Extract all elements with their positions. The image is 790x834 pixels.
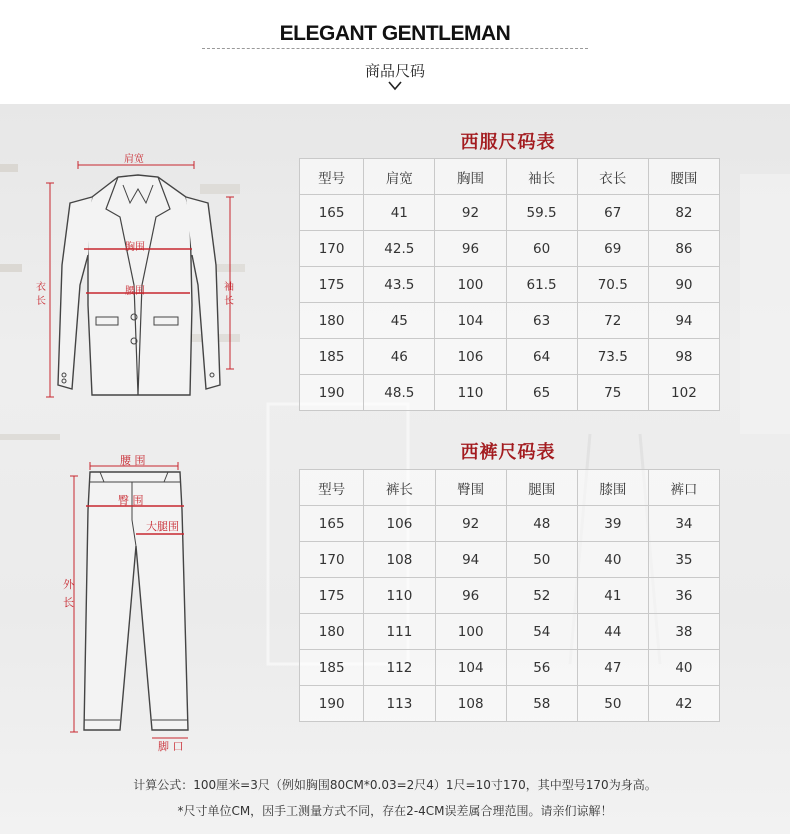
size-formula-note: 计算公式：100厘米=3尺（例如胸围80CM*0.03=2尺4）1尺=10寸170，其中型号170为身高。 <box>133 778 657 792</box>
table-row <box>300 303 720 339</box>
column-header: 袖长 <box>506 159 577 195</box>
table-cell: 61.5 <box>506 267 577 303</box>
brand-title: ELEGANT GENTLEMAN <box>279 22 511 45</box>
column-header: 臀围 <box>435 470 506 506</box>
label-pants-thigh: 大腿围 <box>146 520 179 533</box>
table-cell: 52 <box>506 578 577 614</box>
label-waist: 腰围 <box>125 286 145 297</box>
table-cell: 190 <box>300 686 364 722</box>
table-cell: 112 <box>364 650 435 686</box>
label-length-2: 长 <box>36 296 46 307</box>
table-cell: 65 <box>506 375 577 411</box>
table-cell: 165 <box>300 195 364 231</box>
label-pants-waist: 腰 围 <box>120 454 146 467</box>
table-cell: 92 <box>435 506 506 542</box>
table-cell: 67 <box>577 195 648 231</box>
column-header: 型号 <box>300 159 364 195</box>
label-pants-outseam-2: 长 <box>63 596 74 609</box>
table-cell: 108 <box>364 542 435 578</box>
table-cell: 69 <box>577 231 648 267</box>
label-pants-hip: 臀 围 <box>118 494 144 507</box>
label-chest: 胸围 <box>125 242 145 253</box>
table-cell: 46 <box>364 339 435 375</box>
table-cell: 48.5 <box>364 375 435 411</box>
table-cell: 70.5 <box>577 267 648 303</box>
table-cell: 94 <box>435 542 506 578</box>
suit-size-table <box>299 158 720 411</box>
chevron-down-icon <box>387 80 403 92</box>
table-cell: 48 <box>506 506 577 542</box>
table-cell: 98 <box>648 339 719 375</box>
pants-size-title: 西裤尺码表 <box>460 442 556 463</box>
suit-size-title: 西服尺码表 <box>460 132 556 153</box>
table-cell: 180 <box>300 614 364 650</box>
table-cell: 42 <box>648 686 719 722</box>
table-cell: 72 <box>577 303 648 339</box>
table-cell: 50 <box>577 686 648 722</box>
table-cell: 96 <box>435 231 506 267</box>
table-cell: 100 <box>435 267 506 303</box>
label-pants-outseam-1: 外 <box>63 578 74 591</box>
table-cell: 47 <box>577 650 648 686</box>
table-cell: 41 <box>364 195 435 231</box>
table-cell: 185 <box>300 339 364 375</box>
column-header: 型号 <box>300 470 364 506</box>
table-cell: 40 <box>648 650 719 686</box>
table-cell: 110 <box>364 578 435 614</box>
header-divider <box>202 48 588 49</box>
table-row <box>300 650 720 686</box>
table-cell: 50 <box>506 542 577 578</box>
column-header: 腿围 <box>506 470 577 506</box>
table-cell: 59.5 <box>506 195 577 231</box>
table-cell: 110 <box>435 375 506 411</box>
table-cell: 35 <box>648 542 719 578</box>
table-cell: 90 <box>648 267 719 303</box>
label-length-1: 衣 <box>36 282 46 293</box>
table-cell: 60 <box>506 231 577 267</box>
table-cell: 75 <box>577 375 648 411</box>
pants-size-table <box>299 469 720 722</box>
page-header <box>0 0 790 104</box>
table-cell: 106 <box>364 506 435 542</box>
table-cell: 180 <box>300 303 364 339</box>
label-pants-hem: 脚 口 <box>158 740 184 753</box>
table-row <box>300 231 720 267</box>
table-cell: 96 <box>435 578 506 614</box>
table-cell: 54 <box>506 614 577 650</box>
table-row <box>300 614 720 650</box>
table-cell: 56 <box>506 650 577 686</box>
label-sleeve-2: 长 <box>224 296 234 307</box>
table-cell: 100 <box>435 614 506 650</box>
table-cell: 63 <box>506 303 577 339</box>
suit-jacket-diagram <box>30 145 250 405</box>
table-cell: 44 <box>577 614 648 650</box>
column-header: 肩宽 <box>364 159 435 195</box>
table-cell: 42.5 <box>364 231 435 267</box>
column-header: 膝围 <box>577 470 648 506</box>
table-row <box>300 195 720 231</box>
table-cell: 34 <box>648 506 719 542</box>
table-row <box>300 686 720 722</box>
table-cell: 175 <box>300 578 364 614</box>
table-row <box>300 339 720 375</box>
table-cell: 165 <box>300 506 364 542</box>
table-cell: 175 <box>300 267 364 303</box>
table-cell: 104 <box>435 303 506 339</box>
table-row <box>300 542 720 578</box>
table-cell: 92 <box>435 195 506 231</box>
table-cell: 39 <box>577 506 648 542</box>
table-cell: 94 <box>648 303 719 339</box>
column-header: 衣长 <box>577 159 648 195</box>
table-cell: 170 <box>300 231 364 267</box>
table-cell: 38 <box>648 614 719 650</box>
label-sleeve-1: 袖 <box>224 282 234 293</box>
column-header: 胸围 <box>435 159 506 195</box>
table-cell: 108 <box>435 686 506 722</box>
table-cell: 185 <box>300 650 364 686</box>
table-cell: 190 <box>300 375 364 411</box>
column-header: 裤长 <box>364 470 435 506</box>
table-cell: 41 <box>577 578 648 614</box>
table-row <box>300 506 720 542</box>
table-cell: 102 <box>648 375 719 411</box>
table-cell: 73.5 <box>577 339 648 375</box>
measurement-disclaimer: *尺寸单位CM，因手工测量方式不同，存在2-4CM误差属合理范围。请亲们谅解！ <box>177 804 613 818</box>
table-cell: 58 <box>506 686 577 722</box>
table-row <box>300 578 720 614</box>
table-header-row <box>300 159 720 195</box>
table-cell: 106 <box>435 339 506 375</box>
table-cell: 82 <box>648 195 719 231</box>
table-cell: 104 <box>435 650 506 686</box>
table-cell: 36 <box>648 578 719 614</box>
table-row <box>300 267 720 303</box>
column-header: 腰围 <box>648 159 719 195</box>
label-shoulder: 肩宽 <box>124 154 144 165</box>
column-header: 裤口 <box>648 470 719 506</box>
table-cell: 170 <box>300 542 364 578</box>
table-cell: 111 <box>364 614 435 650</box>
table-cell: 40 <box>577 542 648 578</box>
section-subtitle: 商品尺码 <box>364 62 425 80</box>
table-cell: 64 <box>506 339 577 375</box>
table-header-row <box>300 470 720 506</box>
table-cell: 43.5 <box>364 267 435 303</box>
table-row <box>300 375 720 411</box>
table-cell: 86 <box>648 231 719 267</box>
table-cell: 45 <box>364 303 435 339</box>
table-cell: 113 <box>364 686 435 722</box>
